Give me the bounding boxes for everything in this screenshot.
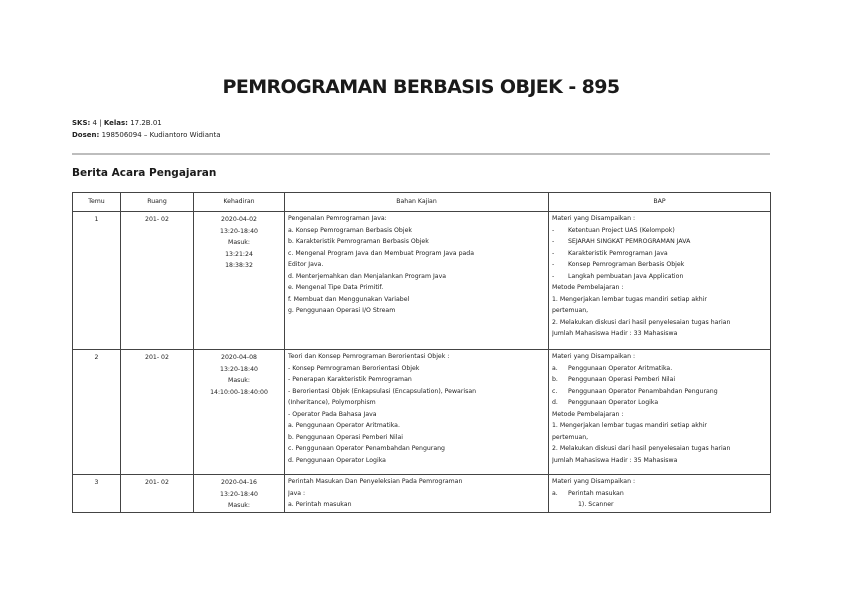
bahan-line: c. Penggunaan Operator Penambahdan Pengurang	[288, 445, 445, 452]
bahan-line: f. Membuat dan Menggunakan Variabel	[288, 295, 410, 303]
bap-subitem: 1). Scanner	[578, 501, 614, 508]
bap-item	[552, 225, 767, 237]
meta-separator: |	[99, 119, 102, 127]
bap-metode-line: 1. Mengerjakan lembar tugas mandiri setiap akhir	[552, 422, 707, 429]
bap-item	[552, 259, 767, 271]
kehadiran-line: 2020-04-02	[221, 216, 257, 223]
bahan-line: a. Penggunaan Operator Aritmatika.	[288, 422, 400, 429]
bahan-kajian-cell	[285, 350, 549, 475]
dosen-value: 198506094 – Kudiantoro Widianta	[101, 131, 221, 139]
bahan-line: - Penerapan Karakteristik Pemrograman	[288, 376, 412, 383]
kehadiran-line: Masuk:	[228, 239, 250, 246]
bahan-line: Java :	[288, 489, 306, 497]
bap-item-text: Langkah pembuatan Java Application	[568, 272, 684, 280]
bap-metode-line: 2. Melakukan diskusi dari hasil penyelesaian tugas harian	[552, 445, 731, 452]
bap-item-text: Penggunaan Operator Aritmatika.	[568, 364, 673, 372]
bap-item-marker: -	[552, 261, 555, 268]
dosen-line	[72, 129, 221, 141]
bahan-line: a. Konsep Pemrograman Berbasis Objek	[288, 226, 412, 234]
bap-item-marker: -	[552, 272, 555, 280]
bahan-line: b. Penggunaan Operasi Pemberi Nilai	[288, 433, 404, 441]
bap-item	[552, 374, 767, 386]
page-title: PEMROGRAMAN BERBASIS OBJEK - 895	[222, 76, 620, 98]
bap-item-marker: a.	[552, 489, 558, 497]
kehadiran-line: Masuk:	[228, 377, 250, 384]
bap-metode-title: Metode Pembelajaran :	[552, 410, 624, 418]
bahan-line: Teori dan Konsep Pemrograman Berorientasi Objek :	[288, 353, 450, 360]
kelas-value: 17.2B.01	[130, 119, 162, 127]
bahan-line: - Konsep Pemrograman Berorientasi Objek	[288, 364, 420, 372]
bap-item-text: Ketentuan Project UAS (Kelompok)	[568, 226, 675, 234]
kehadiran-line: 13:20-18:40	[220, 365, 258, 373]
bahan-line: d. Penggunaan Operator Logika	[288, 456, 386, 464]
bahan-line: Editor Java.	[288, 261, 324, 268]
header-temu: Temu	[73, 193, 121, 212]
kehadiran-line: 13:21:24	[225, 250, 253, 258]
bap-cell	[549, 212, 771, 350]
table-row	[73, 212, 771, 350]
bap-title: Materi yang Disampaikan :	[552, 353, 636, 360]
bap-item-marker: -	[552, 226, 555, 234]
kehadiran-line: 18:38:32	[225, 262, 253, 269]
temu-cell: 2	[73, 350, 121, 475]
bap-item-text: Penggunaan Operasi Pemberi Nilai	[568, 376, 676, 383]
section-title: Berita Acara Pengajaran	[72, 167, 217, 179]
bap-item-marker: c.	[552, 387, 558, 395]
kelas-label: Kelas:	[103, 119, 128, 127]
bap-item	[552, 397, 767, 409]
bap-item-marker: a.	[552, 364, 558, 372]
bahan-line: a. Perintah masukan	[288, 501, 352, 508]
ruang-cell: 201- 02	[121, 350, 194, 475]
bap-item-text: Penggunaan Operator Logika	[568, 399, 659, 406]
ruang-cell: 201- 02	[121, 212, 194, 350]
header-ruang: Ruang	[121, 193, 194, 212]
bap-item-marker: -	[552, 249, 555, 257]
bap-metode-line: pertemuan,	[552, 307, 589, 314]
bap-table	[72, 192, 771, 513]
bap-item-text: Konsep Pemrograman Berbasis Objek	[568, 261, 685, 268]
header-bap: BAP	[549, 193, 771, 212]
kehadiran-line: 13:20-18:40	[220, 227, 258, 235]
bap-item-text: SEJARAH SINGKAT PEMROGRAMAN JAVA	[568, 238, 691, 245]
bahan-kajian-cell	[285, 212, 549, 350]
sks-kelas-line	[72, 117, 221, 129]
bahan-kajian-cell	[285, 475, 549, 513]
bap-item-marker: b.	[552, 376, 558, 383]
header-kehadiran: Kehadiran	[194, 193, 285, 212]
bap-item	[552, 236, 767, 248]
bap-item-marker: -	[552, 238, 555, 245]
bahan-line: - Operator Pada Bahasa Java	[288, 410, 377, 418]
table-row	[73, 350, 771, 475]
bap-item-text: Karakteristik Pemrograman Java	[568, 249, 668, 257]
kehadiran-line: 14:10:00-18:40:00	[210, 388, 268, 396]
bahan-line: b. Karakteristik Pemrograman Berbasis Objek	[288, 238, 429, 245]
header-bahan-kajian: Bahan Kajian	[285, 193, 549, 212]
bahan-line: (Inheritance), Polymorphism	[288, 399, 376, 406]
bahan-line: Perintah Masukan Dan Penyeleksian Pada Pemrograman	[288, 478, 463, 485]
bap-jumlah: Jumlah Mahasiswa Hadir : 33 Mahasiswa	[552, 330, 678, 337]
sks-value: 4	[92, 119, 98, 127]
bap-item	[552, 248, 767, 260]
bap-metode-title: Metode Pembelajaran :	[552, 284, 624, 291]
kehadiran-cell	[194, 475, 285, 513]
bap-cell	[549, 350, 771, 475]
kehadiran-line: 13:20-18:40	[220, 490, 258, 498]
kehadiran-line: 2020-04-16	[221, 479, 257, 486]
temu-cell: 3	[73, 475, 121, 513]
bahan-line: Pengenalan Pemrograman Java:	[288, 215, 387, 222]
sks-label: SKS:	[72, 119, 91, 127]
bahan-line: - Berorientasi Objek (Enkapsulasi (Encapsulation), Pewarisan	[288, 387, 477, 395]
bap-title: Materi yang Disampaikan :	[552, 215, 636, 222]
bahan-line: g. Penggunaan Operasi I/O Stream	[288, 307, 396, 314]
bahan-line: d. Menterjemahkan dan Menjalankan Program Java	[288, 272, 447, 280]
kehadiran-line: Masuk:	[228, 502, 250, 509]
bap-metode-line: pertemuan,	[552, 433, 589, 441]
ruang-cell: 201- 02	[121, 475, 194, 513]
bap-item	[552, 488, 767, 500]
table-header-row	[73, 193, 771, 212]
kehadiran-cell	[194, 212, 285, 350]
bahan-line: e. Mengenal Tipe Data Primitif.	[288, 284, 384, 291]
kehadiran-line: 2020-04-08	[221, 354, 257, 361]
temu-cell: 1	[73, 212, 121, 350]
bap-item-marker: d.	[552, 399, 558, 406]
table-row	[73, 475, 771, 513]
bap-cell	[549, 475, 771, 513]
bap-metode-line: 2. Melakukan diskusi dari hasil penyelesaian tugas harian	[552, 318, 731, 326]
bap-item-text: Perintah masukan	[568, 489, 624, 497]
bap-item	[552, 271, 767, 283]
bap-item	[552, 363, 767, 375]
kehadiran-cell	[194, 350, 285, 475]
bap-item	[552, 386, 767, 398]
bap-title: Materi yang Disampaikan :	[552, 478, 636, 485]
dosen-label: Dosen:	[72, 131, 100, 139]
bahan-line: c. Mengenal Program Java dan Membuat Program Java pada	[288, 249, 475, 257]
bap-metode-line: 1. Mengerjakan lembar tugas mandiri setiap akhir	[552, 295, 707, 303]
course-meta	[72, 117, 221, 141]
divider	[72, 153, 770, 155]
bap-item-text: Penggunaan Operator Penambahdan Pengurang	[568, 387, 718, 395]
bap-jumlah: Jumlah Mahasiswa Hadir : 35 Mahasiswa	[552, 456, 678, 464]
